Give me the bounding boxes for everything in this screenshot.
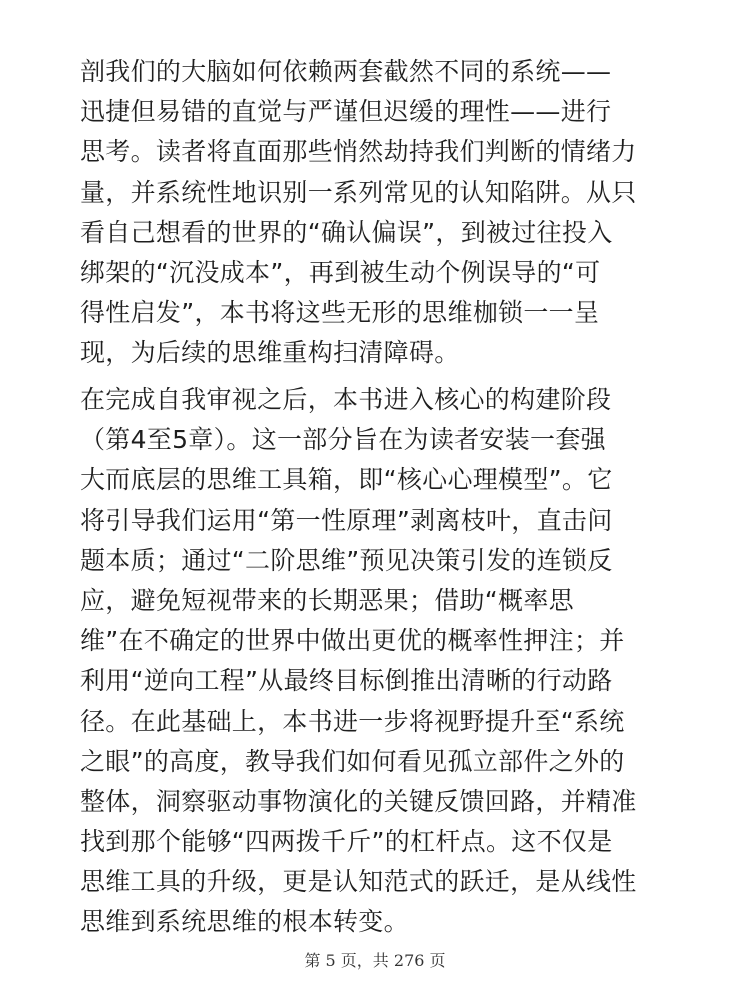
text-line: 利用“逆向工程”从最终目标倒推出清晰的行动路 [80, 666, 613, 696]
text-line: 现，为后续的思维重构扫清障碍。 [80, 338, 460, 368]
text-line: 大而底层的思维工具箱，即“核心心理模型”。它 [80, 465, 613, 495]
text-line: 思考。读者将直面那些悄然劫持我们判断的情绪力 [80, 137, 637, 167]
text-line: 题本质；通过“二阶思维”预见决策引发的连锁反 [80, 545, 613, 575]
text-line: 思维工具的升级，更是认知范式的跃迁，是从线性 [80, 867, 637, 897]
text-line: 绑架的“沉没成本”，再到被生动个例误导的“可 [80, 257, 601, 287]
text-line: 径。在此基础上，本书进一步将视野提升至“系统 [80, 706, 625, 736]
text-line: 应，避免短视带来的长期恶果；借助“概率思 [80, 585, 574, 615]
paragraph-1 [80, 52, 680, 374]
text-line: 整体，洞察驱动事物演化的关键反馈回路，并精准 [80, 786, 637, 816]
text-line: 之眼”的高度，教导我们如何看见孤立部件之外的 [80, 746, 625, 776]
text-line: 得性启发”，本书将这些无形的思维枷锁一一呈 [80, 298, 600, 328]
text-line: 在完成自我审视之后，本书进入核心的构建阶段 [80, 385, 612, 414]
text-line: 维”在不确定的世界中做出更优的概率性押注；并 [80, 626, 625, 656]
text-line: 找到那个能够“四两拨千斤”的杠杆点。这不仅是 [80, 827, 613, 857]
text-line: 将引导我们运用“第一性原理”剥离枝叶，直击问 [80, 505, 613, 535]
page-footer: 第 5 页，共 276 页 [304, 951, 446, 970]
text-line: 看自己想看的世界的“确认偏误”，到被过往投入 [80, 217, 613, 247]
text-line: 思维到系统思维的根本转变。 [80, 907, 409, 937]
text-line: 量，并系统性地识别一系列常见的认知陷阱。从只 [80, 177, 637, 207]
paragraph-2 [80, 380, 680, 943]
text-line: 剖我们的大脑如何依赖两套截然不同的系统—— [80, 57, 612, 86]
text-line: （第4至5章）。这一部分旨在为读者安装一套强 [80, 425, 606, 455]
text-line: 迅捷但易错的直觉与严谨但迟缓的理性——进行 [80, 97, 612, 127]
